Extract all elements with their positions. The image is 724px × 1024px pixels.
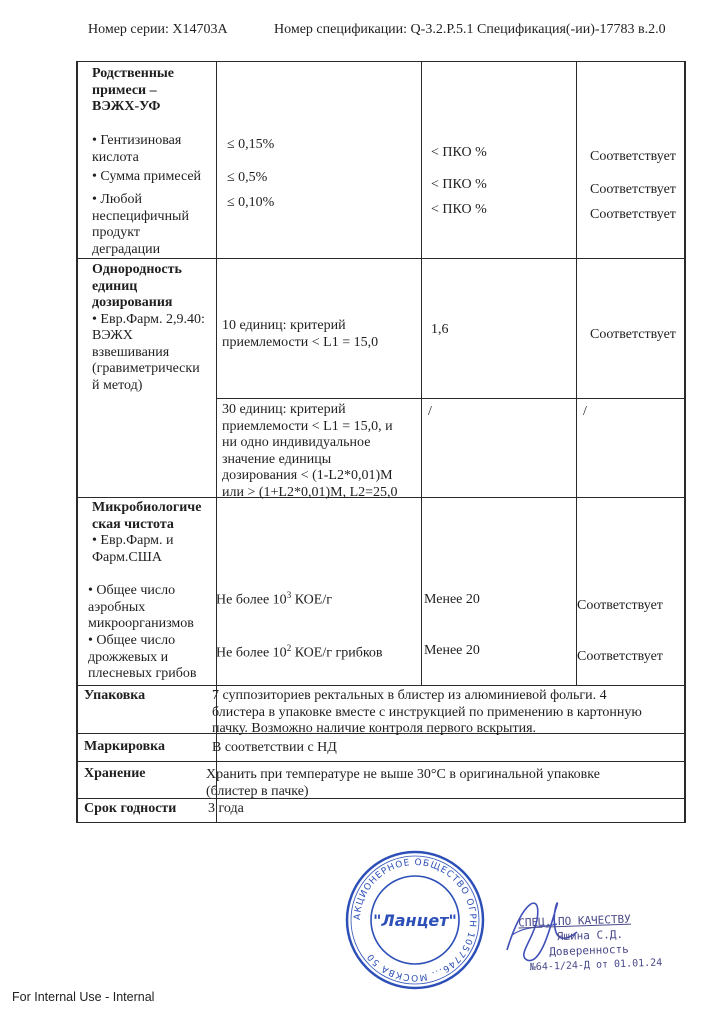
micro-test-name: • Общее число аэробных микроорганизмов (88, 583, 194, 631)
impurity-limit: ≤ 0,5% (227, 170, 268, 185)
packaging-text: 7 суппозиториев ректальных в блистер из алюминиевой фольги. 4 блистера в упаковке вместе с инструкцией по применению в картонную пачку. Возможно наличие контроля первого вскрытия. (212, 688, 642, 736)
micro-result: Менее 20 (424, 643, 480, 658)
impurity-name: • Гентизиновая кислота (92, 133, 182, 165)
uniformity-conclusion: / (583, 404, 587, 419)
footer-classification: For Internal Use - Internal (12, 990, 155, 1004)
uniformity-result: / (428, 404, 432, 419)
col-line (421, 61, 422, 685)
impurity-result: < ПКО % (431, 145, 487, 160)
row-line (76, 61, 686, 62)
labeling-text: В соответствии с НД (212, 740, 337, 755)
shelf-life-text: 3 года (208, 801, 244, 816)
storage-label: Хранение (84, 766, 146, 781)
row-line (76, 685, 686, 686)
labeling-label: Маркировка (84, 739, 165, 754)
impurity-result: < ПКО % (431, 177, 487, 192)
micro-conclusion: Соответствует (577, 649, 663, 664)
table-border-left (76, 61, 78, 823)
impurity-name: • Любой неспецифичный продукт деградации (92, 192, 189, 257)
col-line (576, 61, 577, 685)
uniformity-conclusion: Соответствует (590, 327, 676, 342)
impurity-conclusion: Соответствует (590, 182, 676, 197)
shelf-life-label: Срок годности (84, 801, 177, 816)
uniformity-title-block: Однородность единиц дозирования • Евр.Фарм. 2,9.40: ВЭЖХ взвешивания (гравиметрически й метод) (92, 262, 205, 393)
signature-block: СПЕЦ. ПО КАЧЕСТВУ Яшина С.Д. Доверенность №64-1/24-Д от 01.01.24 (518, 912, 663, 974)
micro-limit: Не более $10^2$ КОЕ/г грибков (216, 643, 383, 661)
row-line (216, 398, 686, 399)
micro-result: Менее 20 (424, 592, 480, 607)
impurity-result: < ПКО % (431, 202, 487, 217)
company-stamp (342, 847, 488, 993)
impurities-title: Родственные примеси – ВЭЖХ-УФ (92, 66, 175, 114)
impurity-limit: ≤ 0,15% (227, 137, 275, 152)
micro-test-name: • Общее число дрожжевых и плесневых грибов (88, 633, 197, 681)
impurity-name: • Сумма примесей (92, 169, 202, 184)
uniformity-criterion-10: 10 единиц: критерий приемлемости < L1 = 15,0 (222, 318, 379, 350)
series-number: Номер серии: Х14703А (88, 22, 228, 37)
micro-title-block: Микробиологиче ская чистота • Евр.Фарм. и Фарм.США (92, 500, 202, 565)
packaging-label: Упаковка (84, 688, 146, 703)
stamp-center-text: "Ланцет" (373, 911, 457, 930)
micro-limit: Не более $10^3$ КОЕ/г (216, 590, 332, 608)
micro-conclusion: Соответствует (577, 598, 663, 613)
row-line (76, 822, 686, 823)
stamp-ring-text: АКЦИОНЕРНОЕ ОБЩЕСТВО ОГРН 1057746... МОСКВА 50 (352, 857, 478, 983)
impurity-conclusion: Соответствует (590, 207, 676, 222)
storage-text: Хранить при температуре не выше 30°С в оригинальной упаковке (блистер в пачке) (206, 767, 600, 799)
impurity-conclusion: Соответствует (590, 149, 676, 164)
uniformity-result: 1,6 (431, 322, 449, 337)
row-line (76, 258, 686, 259)
specification-number: Номер спецификации: Q-3.2.P.5.1 Спецификация(-ии)-17783 в.2.0 (274, 22, 666, 37)
table-border-right (684, 61, 686, 823)
uniformity-criterion-30: 30 единиц: критерий приемлемости < L1 = 15,0, и ни одно индивидуальное значение единицы дозирования < (1-L2*0,01)М или > (1+L2*0,01)М, L2=25,0 (222, 402, 398, 500)
impurity-limit: ≤ 0,10% (227, 195, 275, 210)
row-line (76, 761, 686, 762)
